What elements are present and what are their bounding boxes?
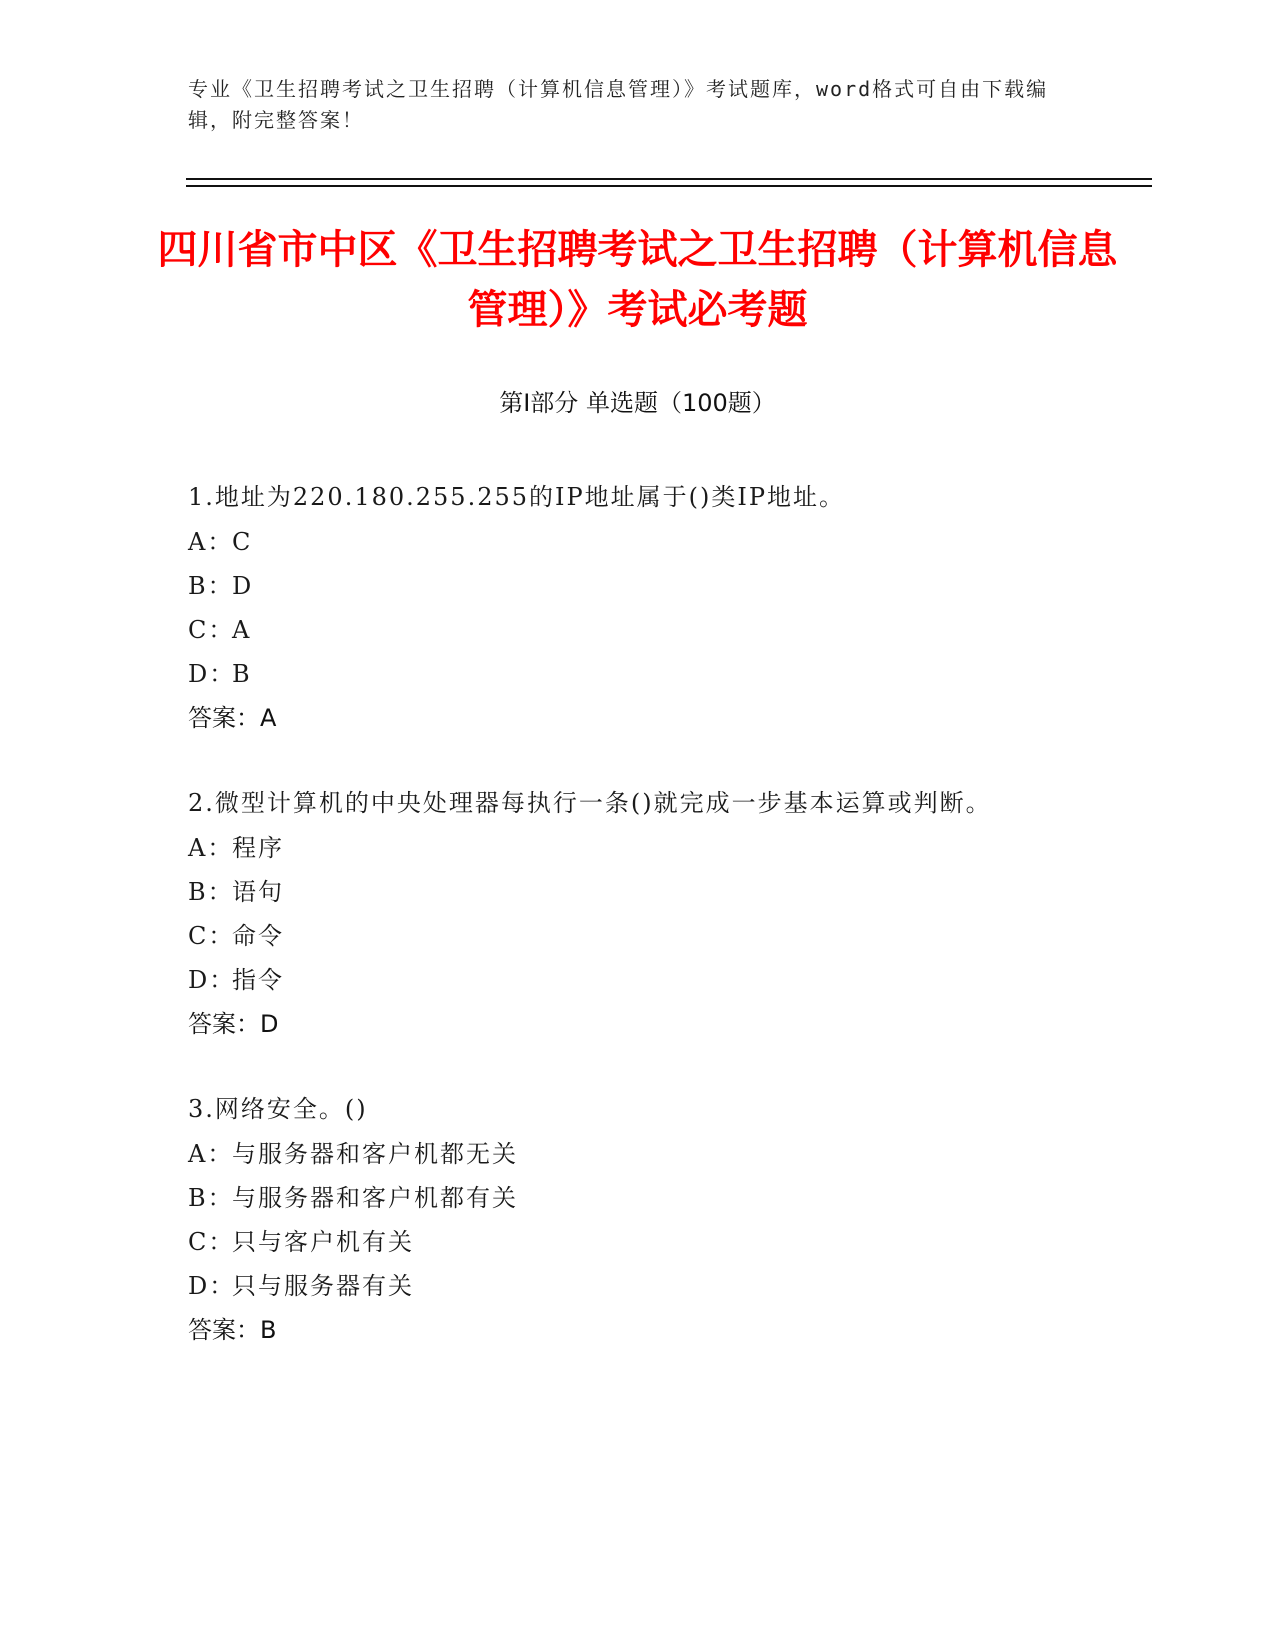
option-text: 命令 bbox=[232, 922, 284, 950]
answer: 答案：A bbox=[188, 704, 277, 732]
option-d bbox=[188, 958, 1068, 1002]
option-d bbox=[188, 652, 1068, 696]
option-key: A： bbox=[188, 834, 234, 862]
option-text: 与服务器和客户机都无关 bbox=[232, 1140, 518, 1168]
question-list bbox=[188, 475, 1068, 1393]
option-key: B： bbox=[188, 572, 234, 600]
option-key: D： bbox=[188, 1272, 236, 1300]
option-a bbox=[188, 1132, 1068, 1176]
option-a bbox=[188, 826, 1068, 870]
option-key: B： bbox=[188, 1184, 234, 1212]
option-key: A： bbox=[188, 528, 234, 556]
header-divider-top bbox=[186, 178, 1152, 180]
option-key: A： bbox=[188, 1140, 234, 1168]
section-title: 第Ⅰ部分 单选题（100题） bbox=[499, 389, 776, 417]
option-b bbox=[188, 1176, 1068, 1220]
question-2 bbox=[188, 781, 1068, 1046]
option-key: B： bbox=[188, 878, 234, 906]
option-c bbox=[188, 608, 1068, 652]
question-stem: 1.地址为220.180.255.255的IP地址属于()类IP地址。 bbox=[188, 483, 846, 511]
header-divider-bottom bbox=[186, 185, 1152, 187]
option-c bbox=[188, 914, 1068, 958]
option-text: 与服务器和客户机都有关 bbox=[232, 1184, 518, 1212]
option-text: C bbox=[232, 528, 253, 556]
option-c bbox=[188, 1220, 1068, 1264]
option-text: 语句 bbox=[232, 878, 284, 906]
option-key: C： bbox=[188, 922, 235, 950]
option-text: D bbox=[232, 572, 254, 600]
option-a bbox=[188, 520, 1068, 564]
option-text: B bbox=[232, 660, 252, 688]
option-text: A bbox=[232, 616, 252, 644]
option-d bbox=[188, 1264, 1068, 1308]
option-text: 程序 bbox=[232, 834, 284, 862]
question-stem: 3.网络安全。() bbox=[188, 1095, 368, 1123]
option-key: D： bbox=[188, 966, 236, 994]
option-text: 只与服务器有关 bbox=[232, 1272, 414, 1300]
option-key: D： bbox=[188, 660, 236, 688]
document-title: 四川省市中区《卫生招聘考试之卫生招聘（计算机信息管理）》考试必考题 bbox=[157, 227, 1118, 333]
question-1 bbox=[188, 475, 1068, 740]
option-text: 指令 bbox=[232, 966, 284, 994]
option-key: C： bbox=[188, 1228, 235, 1256]
option-text: 只与客户机有关 bbox=[232, 1228, 414, 1256]
answer: 答案：B bbox=[188, 1316, 277, 1344]
option-key: C： bbox=[188, 616, 235, 644]
answer: 答案：D bbox=[188, 1010, 279, 1038]
option-b bbox=[188, 564, 1068, 608]
question-stem: 2.微型计算机的中央处理器每执行一条()就完成一步基本运算或判断。 bbox=[188, 789, 992, 817]
document-header-note: 专业《卫生招聘考试之卫生招聘（计算机信息管理）》考试题库，word格式可自由下载编辑，附完整答案！ bbox=[188, 77, 1049, 132]
option-b bbox=[188, 870, 1068, 914]
question-3 bbox=[188, 1087, 1068, 1352]
